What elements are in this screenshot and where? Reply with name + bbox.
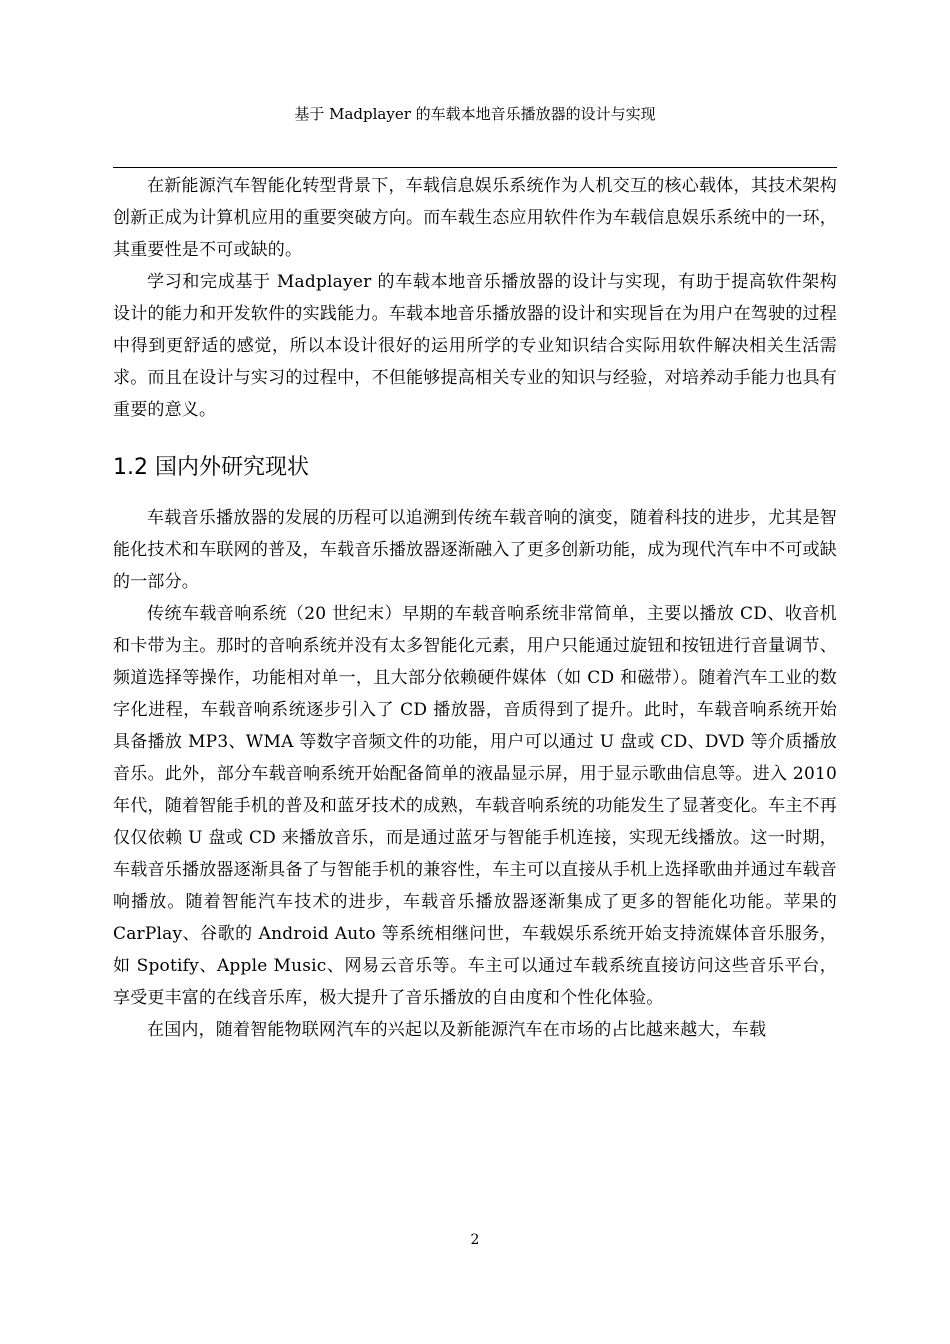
paragraph-history-detail: 传统车载音响系统（20 世纪末）早期的车载音响系统非常简单，主要以播放 CD、收音机和卡带为主。那时的音响系统并没有太多智能化元素，用户只能通过旋钮和按钮进行音量调节、频道选择等操作，功能相对单一，且大部分依赖硬件媒体（如 CD 和磁带）。随着汽车工业的数字化进程，车载音响系统逐步引入了 CD 播放器，音质得到了提升。此时，车载音响系统开始具备播放 MP3、WMA 等数字音频文件的功能，用户可以通过 U 盘或 CD、DVD 等介质播放音乐。此外，部分车载音响系统开始配备简单的液晶显示屏，用于显示歌曲信息等。进入 2010 年代，随着智能手机的普及和蓝牙技术的成熟，车载音响系统的功能发生了显著变化。车主不再仅仅依赖 U 盘或 CD 来播放音乐，而是通过蓝牙与智能手机连接，实现无线播放。这一时期，车载音乐播放器逐渐具备了与智能手机的兼容性，车主可以直接从手机上选择歌曲并通过车载音响播放。随着智能汽车技术的进步，车载音乐播放器逐渐集成了更多的智能化功能。苹果的 CarPlay、谷歌的 Android Auto 等系统相继问世，车载娱乐系统开始支持流媒体音乐服务，如 Spotify、Apple Music、网易云音乐等。车主可以通过车载系统直接访问这些音乐平台，享受更丰富的在线音乐库，极大提升了音乐播放的自由度和个性化体验。 <box>113 604 837 1008</box>
paragraph-history-overview: 车载音乐播放器的发展的历程可以追溯到传统车载音响的演变，随着科技的进步，尤其是智能化技术和车联网的普及，车载音乐播放器逐渐融入了更多创新功能，成为现代汽车中不可或缺的一部分。 <box>113 508 837 592</box>
paragraph-domestic: 在国内，随着智能物联网汽车的兴起以及新能源汽车在市场的占比越来越大，车载 <box>147 1020 767 1040</box>
paragraph-significance: 学习和完成基于 Madplayer 的车载本地音乐播放器的设计与实现，有助于提高软件架构设计的能力和开发软件的实践能力。车载本地音乐播放器的设计和实现旨在为用户在驾驶的过程中得到更舒适的感觉，所以本设计很好的运用所学的专业知识结合实际用软件解决相关生活需求。而且在设计与实习的过程中，不但能够提高相关专业的知识与经验，对培养动手能力也具有重要的意义。 <box>113 272 837 420</box>
document-body <box>113 170 837 1046</box>
header-divider <box>113 167 837 168</box>
section-heading: 1.2 国内外研究现状 <box>113 455 309 480</box>
paragraph-background: 在新能源汽车智能化转型背景下，车载信息娱乐系统作为人机交互的核心载体，其技术架构创新正成为计算机应用的重要突破方向。而车载生态应用软件作为车载信息娱乐系统中的一环，其重要性是不可或缺的。 <box>113 176 837 260</box>
running-header: 基于 Madplayer 的车载本地音乐播放器的设计与实现 <box>294 105 656 123</box>
page-number: 2 <box>470 1232 480 1248</box>
